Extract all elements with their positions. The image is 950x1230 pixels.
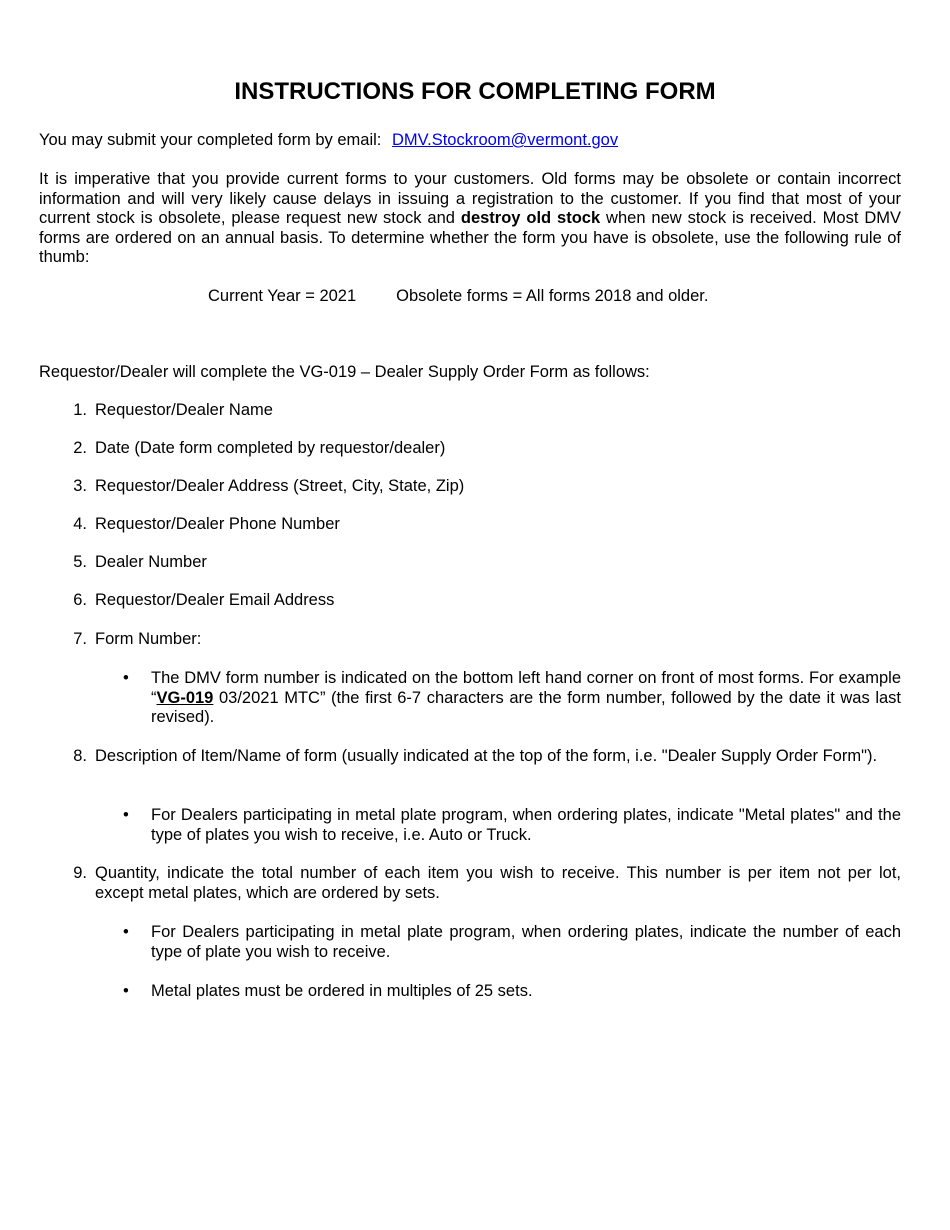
intro-text-1: It is imperative that you provide current forms to your customers. Old forms may be obsolete or contain incorrect information and will very likely cause delays in issuing a registration to the customer. If you find that most of your current stock is obsolete, please request new stock and <box>39 170 901 227</box>
bullet-icon: • <box>123 923 129 941</box>
form-code: VG-019 <box>156 688 214 707</box>
obsolete-forms: Obsolete forms = All forms 2018 and older. <box>396 287 709 305</box>
item-text: Dealer Number <box>95 553 207 571</box>
item-text: Description of Item/Name of form (usually indicated at the top of the form, i.e. "Dealer Supply Order Form"). <box>95 747 878 765</box>
intro-bold-text: destroy old stock <box>460 209 601 227</box>
item-text: Requestor/Dealer Address (Street, City, State, Zip) <box>95 477 465 495</box>
bullet-icon: • <box>123 806 129 824</box>
bullet-icon: • <box>123 982 129 1000</box>
item-number: 9. <box>73 864 87 882</box>
item-number: 5. <box>73 553 87 571</box>
item-text: Requestor/Dealer Email Address <box>95 591 335 609</box>
current-year: Current Year = 2021 <box>208 287 357 305</box>
bullet-text-pre: The DMV form number is indicated on the bottom left hand corner on front of most forms. For example “ <box>151 669 901 707</box>
item-number: 2. <box>73 439 87 457</box>
item-number: 7. <box>73 630 87 648</box>
bullet-text: For Dealers participating in metal plate program, when ordering plates, indicate the number of each type of plate you wish to receive. <box>151 923 901 961</box>
bullet-icon: • <box>123 669 129 687</box>
item-number: 8. <box>73 747 87 765</box>
email-line <box>39 130 618 150</box>
item-text: Quantity, indicate the total number of each item you wish to receive. This number is per item not per lot, except metal plates, which are ordered by sets. <box>95 864 901 902</box>
item-number: 6. <box>73 591 87 609</box>
email-label: You may submit your completed form by email: <box>39 131 382 149</box>
bullet-text-post: 03/2021 MTC” (the first 6-7 characters are the form number, followed by the date it was last revised). <box>151 688 901 726</box>
item-text: Requestor/Dealer Phone Number <box>95 515 340 533</box>
email-link[interactable]: DMV.Stockroom@vermont.gov <box>391 131 619 149</box>
page-title: INSTRUCTIONS FOR COMPLETING FORM <box>234 78 716 105</box>
bullet-text: For Dealers participating in metal plate program, when ordering plates, indicate "Metal plates" and the type of plates you wish to receive, i.e. Auto or Truck. <box>151 806 901 844</box>
item-text: Form Number: <box>95 630 202 648</box>
bullet-text: Metal plates must be ordered in multiples of 25 sets. <box>151 982 533 1000</box>
rule-of-thumb <box>208 286 708 306</box>
item-number: 3. <box>73 477 87 495</box>
intro-paragraph <box>39 170 901 268</box>
item-text: Date (Date form completed by requestor/dealer) <box>95 439 446 457</box>
intro-text-2: when new stock is received. Most DMV forms are ordered on an annual basis. To determine whether the form you have is obsolete, use the following rule of thumb: <box>39 209 901 266</box>
item-text: Requestor/Dealer Name <box>95 401 273 419</box>
item-number: 1. <box>73 401 87 419</box>
lead-text: Requestor/Dealer will complete the VG-019 – Dealer Supply Order Form as follows: <box>39 363 650 381</box>
item-number: 4. <box>73 515 87 533</box>
bullet-text <box>151 669 901 728</box>
